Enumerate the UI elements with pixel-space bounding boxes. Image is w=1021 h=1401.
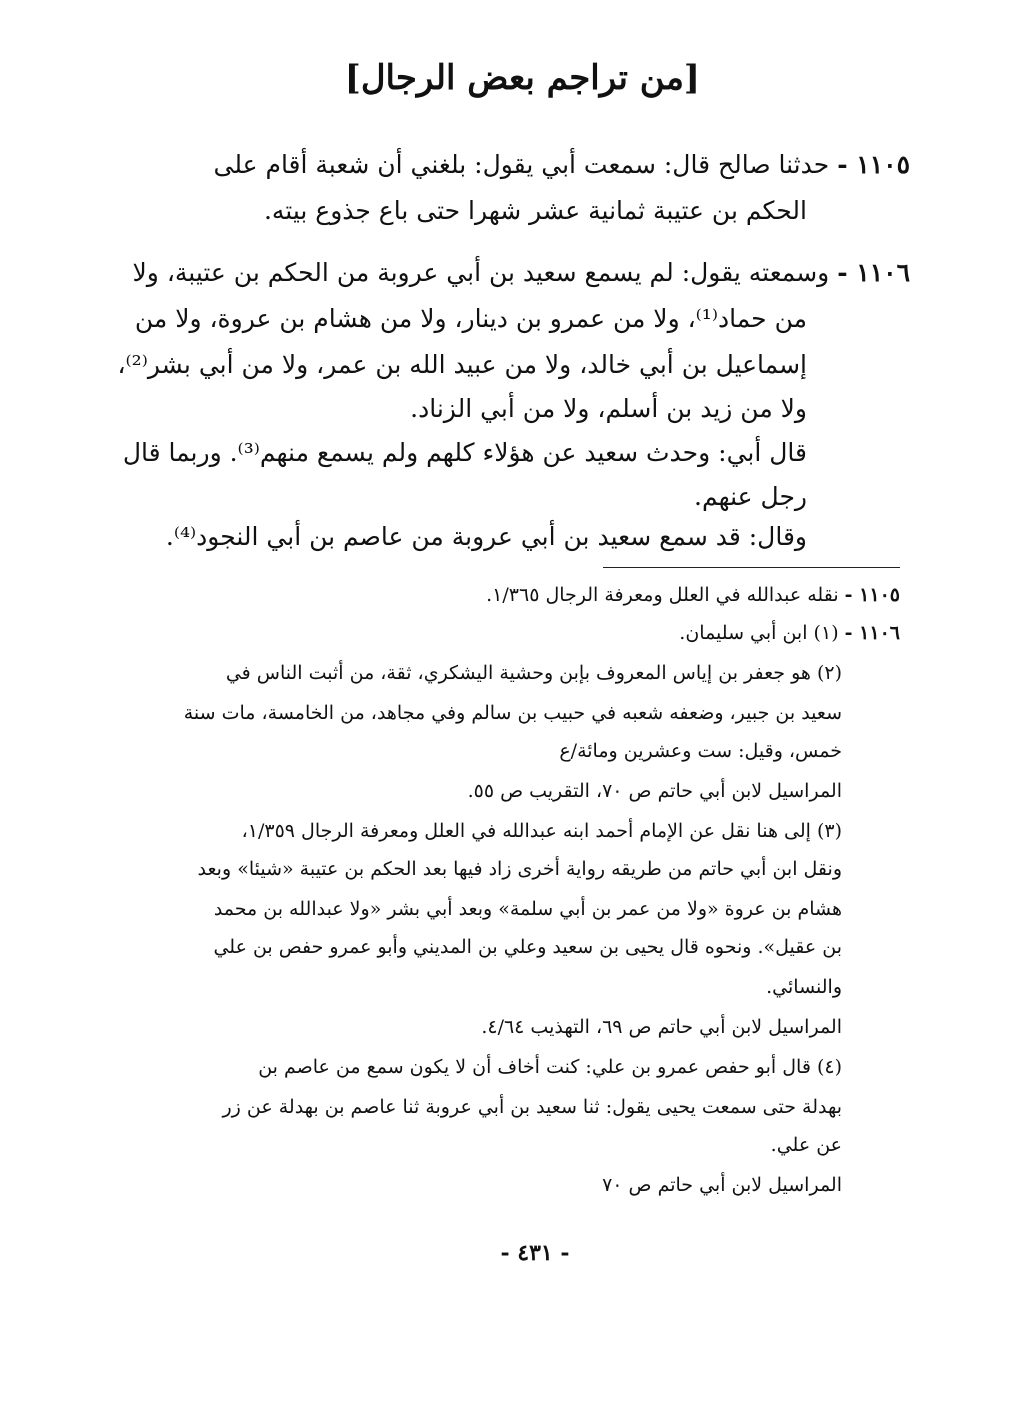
footnote-line: بن عقيل». ونحوه قال يحيى بن سعيد وعلي بن المديني وأبو عمرو حفص بن علي [213,936,842,958]
footnote-number: ١١٠٥ - [844,584,900,606]
footnote-line: ونقل ابن أبي حاتم من طريقه رواية أخرى زاد فيها بعد الحكم بن عتيبة «شيئا» وبعد [197,858,842,880]
footnote-line: هشام بن عروة «ولا من عمر بن أبي سلمة» وبعد أبي بشر «ولا عبدالله بن محمد [213,898,842,920]
footnote-line: والنسائي. [766,976,842,998]
entry-1105-line-2: الحكم بن عتيبة ثمانية عشر شهرا حتى باع جذوع بيته. [263,196,807,225]
footnote-line: (٤) قال أبو حفص عمرو بن علي: كنت أخاف أن لا يكون سمع من عاصم بن [258,1056,842,1078]
footnote-line: خمس، وقيل: ست وعشرين ومائة/ع [559,740,842,762]
footnote-number: ١١٠٦ - [844,622,900,644]
entry-text: وسمعته يقول: لم يسمع سعيد بن أبي عروبة من الحكم بن عتيبة، ولا [132,258,830,287]
page-title: [من تراجم بعض الرجال] [344,58,700,98]
footnote-line: المراسيل لابن أبي حاتم ص ٧٠ [602,1174,842,1196]
footnote-line: بهدلة حتى سمعت يحيى يقول: ثنا سعيد بن أبي عروبة ثنا عاصم بن بهدلة عن زر [222,1096,842,1118]
entry-1106-line-6: رجل عنهم. [694,482,807,511]
entry-1106-line-4: ولا من زيد بن أسلم، ولا من أبي الزناد. [410,394,807,423]
entry-1106-line-2: من حماد⁽¹⁾، ولا من عمرو بن دينار، ولا من هشام بن عروة، ولا من [134,304,807,333]
footnote-line: سعيد بن جبير، وضعفه شعبه في حبيب بن سالم وفي مجاهد، من الخامسة، مات سنة [183,702,842,724]
entry-1106-line-3: إسماعيل بن أبي خالد، ولا من عبيد الله بن عمر، ولا من أبي بشر⁽²⁾، [117,350,807,379]
footnote-line: (٢) هو جعفر بن إياس المعروف بإبن وحشية اليشكري، ثقة، من أثبت الناس في [225,662,842,684]
footnote-1105 [400,584,900,606]
footnote-text: (١) ابن أبي سليمان. [679,622,839,644]
entry-1106-line-5: قال أبي: وحدث سعيد عن هؤلاء كلهم ولم يسمع منهم⁽³⁾. وربما قال [122,438,807,467]
entry-1106-line-1 [132,258,910,287]
entry-number: ١١٠٦ - [837,258,910,287]
footnote-line: (٣) إلى هنا نقل عن الإمام أحمد ابنه عبدالله في العلل ومعرفة الرجال ١/٣٥٩، [241,820,842,842]
footnote-line: المراسيل لابن أبي حاتم ص ٧٠، التقريب ص ٥٥. [467,780,842,802]
entry-1105-line-1 [190,150,910,179]
footnote-line: المراسيل لابن أبي حاتم ص ٦٩، التهذيب ٤/٦٤. [481,1016,842,1038]
entry-1106-line-7: وقال: قد سمع سعيد بن أبي عروبة من عاصم بن أبي النجود⁽⁴⁾. [165,522,807,551]
footnote-line: عن علي. [770,1134,842,1156]
entry-number: ١١٠٥ - [837,150,910,179]
footnote-separator [603,567,900,568]
page-number: - ٤٣١ - [500,1240,570,1266]
footnote-text: نقله عبدالله في العلل ومعرفة الرجال ١/٣٦٥. [486,584,839,606]
footnote-1106 [500,622,900,644]
entry-text: حدثنا صالح قال: سمعت أبي يقول: بلغني أن شعبة أقام على [213,150,830,179]
